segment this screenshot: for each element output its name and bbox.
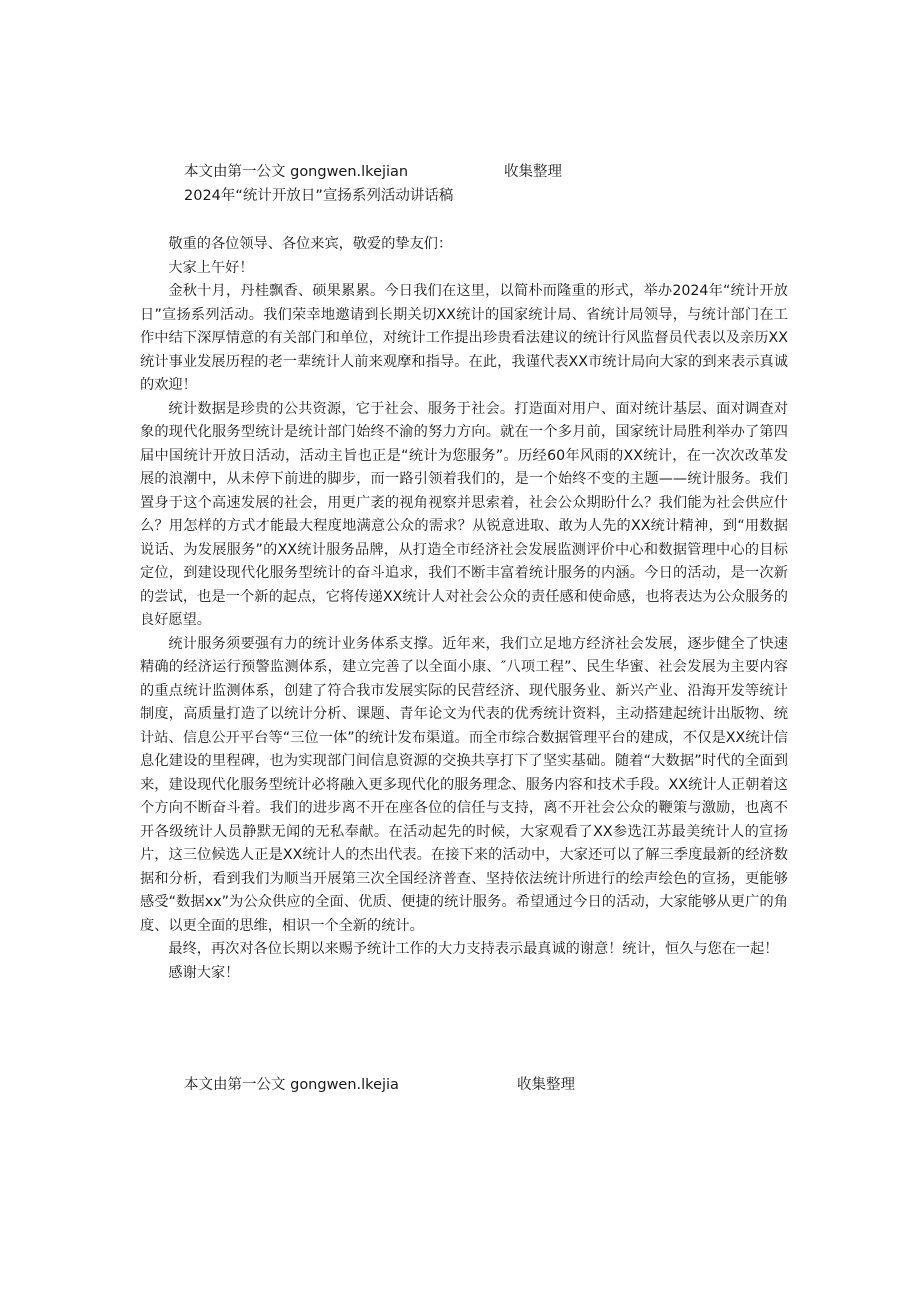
paragraph-opening: 金秋十月，丹桂飘香、硕果累累。今日我们在这里，以简朴而隆重的形式，举办2024年“统计开放日”宣扬系列活动。我们荣幸地邀请到长期关切XX统计的国家统计局、省统计局领导，与统计部门在工作中结下深厚情意的有关部门和单位，对统计工作提出珍贵看法建议的统计行风监督员代表以及亲历XX统计事业发展历程的老一辈统计人前来观摩和指导。在此，我谨代表XX市统计局向大家的到来表示真诚的欢迎！ [140, 283, 788, 393]
closing: 感谢大家！ [168, 964, 240, 981]
header-source-text: 本文由第一公文 gongwen.lkejian [184, 164, 409, 180]
salutation: 敬重的各位领导、各位来宾，敬爱的挚友们： [168, 236, 453, 252]
paragraph-business-system: 统计服务须要强有力的统计业务体系支撑。近年来，我们立足地方经济社会发展，逐步健全了快速精确的经济运行预警监测体系，建立完善了以全面小康、″八项工程”、民生华蜜、社会发展为主要内容的重点统计监测体系，创建了符合我市发展实际的民营经济、现代服务业、新兴产业、沿海开发等统计制度，高质量打造了以统计分析、课题、青年论文为代表的优秀统计资料，主动搭建起统计出版物、统计站、信息公开平台等“三位一体”的统计发布渠道。而全市综合数据管理平台的建成，不仅是XX统计信息化建设的里程碑，也为实现部门间信息资源的交换共享打下了坚实基础。随着“大数据”时代的全面到来，建设现代化服务型统计必将融入更多现代化的服务理念、服务内容和技术手段。XX统计人正朝着这个方向不断奋斗着。我们的进步离不开在座各位的信任与支持，离不开社会公众的鞭策与激励，也离不开各级统计人员静默无闻的无私奉献。在活动起先的时候，大家观看了XX参选江苏最美统计人的宣扬片，这三位候选人正是XX统计人的杰出代表。在接下来的活动中，大家还可以了解三季度最新的经济数据和分析，看到我们为顺当开展第三次全国经济普查、坚持依法统计所进行的绘声绘色的宣扬，更能够感受“数据xx”为公众供应的全面、优质、便捷的统计服务。希望通过今日的活动，大家能够从更广的角度、以更全面的思维，相识一个全新的统计。 [140, 635, 788, 934]
document-title: 2024年“统计开放日”宣扬系列活动讲话稿 [184, 188, 454, 204]
header-collect-label: 收集整理 [504, 164, 562, 180]
greeting: 大家上午好！ [168, 259, 254, 276]
paragraph-thanks: 最终，再次对各位长期以来赐予统计工作的大力支持表示最真诚的谢意！统计，恒久与您在一起！ [168, 941, 779, 957]
footer-source-line [184, 1075, 575, 1095]
footer-source-text: 本文由第一公文 gongwen.lkejia [184, 1077, 399, 1093]
paragraph-statistics-service: 统计数据是珍贵的公共资源，它于社会、服务于社会。打造面对用户、面对统计基层、面对调查对象的现代化服务型统计是统计部门始终不渝的努力方向。就在一个多月前，国家统计局胜利举办了第四届中国统计开放日活动，活动主旨也正是“统计为您服务”。历经60年风雨的XX统计，在一次次改革发展的浪潮中，从未停下前进的脚步，而一路引领着我们的，是一个始终不变的主题——统计服务。我们置身于这个高速发展的社会，用更广袤的视角视察并思索着，社会公众期盼什么？我们能为社会供应什么？用怎样的方式才能最大程度地满意公众的需求？从锐意进取、敢为人先的XX统计精神，到“用数据说话、为发展服务”的XX统计服务品牌，从打造全市经济社会发展监测评价中心和数据管理中心的目标定位，到建设现代化服务型统计的奋斗追求，我们不断丰富着统计服务的内涵。今日的活动，是一次新的尝试，也是一个新的起点，它将传递XX统计人对社会公众的责任感和使命感，也将表达为公众服务的良好愿望。 [140, 400, 788, 628]
speech-body [140, 233, 788, 985]
header-source-line [184, 162, 562, 182]
footer-collect-label: 收集整理 [517, 1077, 575, 1093]
